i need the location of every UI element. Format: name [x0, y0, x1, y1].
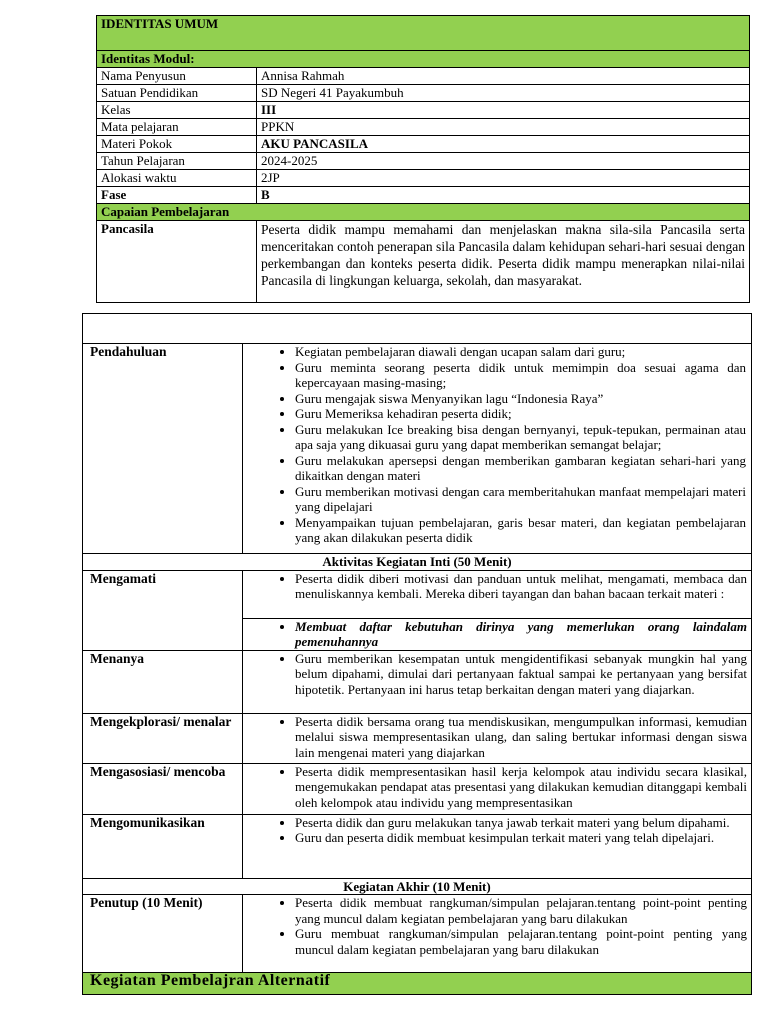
empty-header-cell [83, 314, 752, 344]
row-value: SD Negeri 41 Payakumbuh [257, 85, 750, 102]
row-label: Kelas [97, 102, 257, 119]
table-row [97, 68, 750, 85]
list-item: • Peserta didik bersama orang tua mendiskusikan, mengumpulkan informasi, kemudian melalui siswa mempresentasikan ulang, dan saling bertukar informasi dengan siswa lain mengenai materi yang diajarkan [295, 714, 747, 761]
list-item: • Guru dan peserta didik membuat kesimpulan terkait materi yang telah dipelajari. [295, 830, 747, 846]
list-item: • Kegiatan pembelajaran diawali dengan ucapan salam dari guru; [295, 344, 746, 360]
row-label: Satuan Pendidikan [97, 85, 257, 102]
row-value: PPKN [257, 119, 750, 136]
row-value: Annisa Rahmah [257, 68, 750, 85]
mengomunikasikan-label: Mengomunikasikan [83, 814, 243, 878]
list-item: • Guru melakukan Ice breaking bisa dengan bernyanyi, tepuk-tepukan, permainan atau apa saja yang dikuasai guru yang dapat memberikan semangat belajar; [295, 422, 746, 453]
table-row [97, 187, 750, 204]
row-value: 2JP [257, 170, 750, 187]
capaian-text: Peserta didik mampu memahami dan menjelaskan makna sila-sila Pancasila serta menceritakan contoh penerapan sila Pancasila dalam kehidupan sehari-hari sesuai dengan perkembangan dan konteks peserta didik. Peserta didik mampu menerapkan nilai-nilai Pancasila di lingkungan keluarga, sekolah, dan masyarakat. [257, 221, 750, 303]
pendahuluan-label: Pendahuluan [83, 344, 243, 554]
row-label: Alokasi waktu [97, 170, 257, 187]
list-item: • Guru melakukan apersepsi dengan memberikan gambaran kegiatan sehari-hari yang dikaitkan dengan materi [295, 453, 746, 484]
row-value: III [257, 102, 750, 119]
row-label: Nama Penyusun [97, 68, 257, 85]
list-item: • Guru meminta seorang peserta didik untuk memimpin doa sesuai agama dan kepercayaan masing-masing; [295, 360, 746, 391]
alternatif-header: Kegiatan Pembelajran Alternatif [83, 973, 752, 995]
capaian-header: Capaian Pembelajaran [97, 204, 750, 221]
list-item: • Membuat daftar kebutuhan dirinya yang memerlukan orang laindalam pemenuhannya [295, 619, 747, 650]
list-item: • Peserta didik mempresentasikan hasil kerja kelompok atau individu secara klasikal, mengemukakan pendapat atas presentasi yang dilakukan kemudian ditanggapi kembali oleh kelompok atau individu yang mempresentasikan [295, 764, 747, 811]
list-item: • Peserta didik dan guru melakukan tanya jawab terkait materi yang belum dipahami. [295, 815, 747, 831]
list-item: • Peserta didik diberi motivasi dan panduan untuk melihat, mengamati, membaca dan menuliskannya kembali. Mereka diberi tayangan dan bahan bacaan terkait materi : [295, 571, 747, 602]
row-value: B [257, 187, 750, 204]
inti-header: Aktivitas Kegiatan Inti (50 Menit) [83, 554, 752, 571]
list-item: • Guru mengajak siswa Menyanyikan lagu “Indonesia Raya” [295, 391, 746, 407]
table-row [97, 153, 750, 170]
identitas-umum-header: IDENTITAS UMUM [97, 16, 750, 51]
capaian-label: Pancasila [97, 221, 257, 303]
mengamati-label: Mengamati [83, 570, 243, 650]
list-item: • Guru membuat rangkuman/simpulan pelajaran.tentang point-point penting yang muncul dalam kegiatan pembelajaran yang baru dilakukan [295, 926, 747, 957]
mengasosiasi-label: Mengasosiasi/ mencoba [83, 763, 243, 814]
row-label: Materi Pokok [97, 136, 257, 153]
identitas-table [96, 15, 750, 303]
row-label: Tahun Pelajaran [97, 153, 257, 170]
kegiatan-table [82, 313, 752, 995]
menanya-label: Menanya [83, 650, 243, 713]
penutup-label: Penutup (10 Menit) [83, 895, 243, 973]
akhir-header: Kegiatan Akhir (10 Menit) [83, 878, 752, 895]
list-item: • Guru Memeriksa kehadiran peserta didik; [295, 406, 746, 422]
identitas-modul-header: Identitas Modul: [97, 51, 750, 68]
row-label: Mata pelajaran [97, 119, 257, 136]
table-row [97, 119, 750, 136]
table-row [97, 136, 750, 153]
table-row [97, 170, 750, 187]
list-item: • Guru memberikan kesempatan untuk mengidentifikasi sebanyak mungkin hal yang belum dipahami, dimulai dari pertanyaan faktual sampai ke pertanyaan yang bersifat hipotetik. Pertanyaan ini harus tetap berkaitan dengan materi yang diajarkan. [295, 651, 747, 698]
mengeksplorasi-label: Mengekplorasi/ menalar [83, 713, 243, 763]
list-item: • Peserta didik membuat rangkuman/simpulan pelajaran.tentang point-point penting yang muncul dalam kegiatan pembelajaran yang baru dilakukan [295, 895, 747, 926]
pendahuluan-list [247, 344, 746, 546]
list-item: • Menyampaikan tujuan pembelajaran, garis besar materi, dan kegiatan pembelajaran yang akan dilakukan peserta didik [295, 515, 746, 546]
row-value: 2024-2025 [257, 153, 750, 170]
table-row [97, 85, 750, 102]
table-row [97, 102, 750, 119]
row-value: AKU PANCASILA [257, 136, 750, 153]
row-label: Fase [97, 187, 257, 204]
list-item: • Guru memberikan motivasi dengan cara memberitahukan manfaat mempelajari materi yang dipelajari [295, 484, 746, 515]
